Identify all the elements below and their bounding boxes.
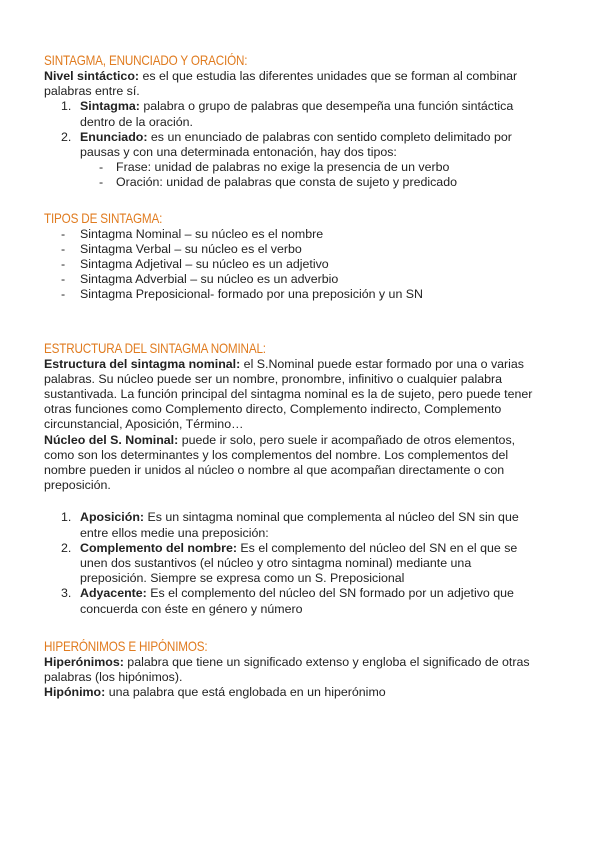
list-item — [44, 257, 534, 272]
list-item — [44, 287, 534, 302]
list-item-text: Sintagma Verbal – su núcleo es el verbo — [80, 241, 302, 256]
list-item — [44, 510, 534, 540]
section-heading-hiperonimos: HIPERÓNIMOS E HIPÓNIMOS: — [44, 638, 208, 654]
list-item-text: Sintagma Nominal – su núcleo es el nombre — [80, 226, 324, 241]
definition-text: el S.Nominal puede estar formado por una o varias palabras. Su núcleo puede ser un nombre, pronombre, infinitivo o cualquier palabra sustantivada. La función principal del sintagma nominal es la de sujeto, pero puede tener otras funciones como Complemento directo, Complemento indirecto, Complemento circunstancial, Aposición, Término… — [44, 356, 533, 432]
sub-list-types — [44, 160, 534, 190]
dash-bullet: - — [61, 241, 66, 256]
dash-bullet: - — [99, 160, 104, 175]
definition-text: es el que estudia las diferentes unidades que se forman al combinar palabras entre sí. — [44, 69, 518, 99]
term: Estructura del sintagma nominal: — [44, 356, 241, 371]
list-item — [44, 242, 534, 257]
list-item-text: Frase: unidad de palabras no exige la presencia de un verbo — [116, 160, 450, 175]
document-page — [44, 52, 534, 701]
term: Nivel sintáctico: — [44, 69, 140, 83]
numbered-list-definitions — [44, 99, 534, 160]
dash-bullet: - — [61, 287, 66, 302]
definition-text: Es el complemento del núcleo del SN formado por un adjetivo que concuerda con éste en género y número — [80, 586, 514, 616]
term: Núcleo del S. Nominal: — [44, 432, 179, 447]
list-item — [44, 99, 534, 129]
list-item-text: Oración: unidad de palabras que consta de sujeto y predicado — [116, 175, 457, 190]
list-item-text: Sintagma Preposicional- formado por una preposición y un SN — [80, 287, 423, 302]
list-item — [44, 272, 534, 287]
definition-nucleo — [44, 433, 534, 494]
list-item-text: Sintagma Adverbial – su núcleo es un adverbio — [80, 272, 339, 287]
definition-text: palabra o grupo de palabras que desempeña una función sintáctica dentro de la oración. — [80, 99, 514, 129]
dash-list-tipos — [44, 227, 534, 303]
term: Aposición: — [80, 510, 145, 525]
term: Complemento del nombre: — [80, 540, 237, 555]
list-item-text: Sintagma Adjetival – su núcleo es un adjetivo — [80, 257, 329, 272]
term: Hiperónimos: — [44, 654, 124, 669]
term: Adyacente: — [80, 586, 147, 601]
list-number: 2. — [61, 129, 72, 144]
section-heading-sintagma: SINTAGMA, ENUNCIADO Y ORACIÓN: — [44, 53, 248, 68]
list-number: 1. — [61, 99, 72, 114]
dash-bullet: - — [61, 226, 66, 241]
definition-hiperonimos — [44, 655, 534, 685]
list-item — [44, 541, 534, 587]
term: Enunciado: — [80, 129, 148, 144]
definition-nivel-sintactico — [44, 69, 534, 99]
definition-text: Es un sintagma nominal que complementa al núcleo del SN sin que entre ellos medie una preposición: — [80, 510, 519, 540]
list-item — [44, 227, 534, 242]
dash-bullet: - — [61, 257, 66, 272]
definition-hiponimo — [44, 685, 534, 700]
section-heading-tipos: TIPOS DE SINTAGMA: — [44, 210, 163, 226]
definition-estructura — [44, 357, 534, 433]
section-heading-estructura: ESTRUCTURA DEL SINTAGMA NOMINAL: — [44, 340, 266, 356]
list-item — [44, 586, 534, 616]
list-number: 2. — [61, 540, 72, 555]
dash-bullet: - — [61, 272, 66, 287]
definition-text: Es el complemento del núcleo del SN en el que se unen dos sustantivos (el núcleo y otro sintagma nominal) mediante una preposición. Siempre se expresa como un S. Preposicional — [80, 540, 518, 586]
definition-text: palabra que tiene un significado extenso y engloba el significado de otras palabras (los hipónimos). — [44, 654, 530, 685]
list-item — [44, 175, 534, 190]
definition-text: puede ir solo, pero suele ir acompañado de otros elementos, como son los determinantes y los complementos del nombre. Los complementos del nombre pueden ir unidos al núcleo o nombre al que acompañan directamente o con preposición. — [44, 432, 516, 493]
list-item — [44, 160, 534, 175]
numbered-list-complementos — [44, 510, 534, 616]
list-number: 3. — [61, 586, 72, 601]
list-number: 1. — [61, 510, 72, 525]
term: Sintagma: — [80, 99, 140, 114]
list-item — [44, 130, 534, 160]
definition-text: es un enunciado de palabras con sentido completo delimitado por pausas y con una determinada entonación, hay dos tipos: — [80, 129, 512, 160]
dash-bullet: - — [99, 175, 104, 190]
term: Hipónimo: — [44, 685, 106, 700]
definition-text: una palabra que está englobada en un hiperónimo — [105, 685, 386, 700]
